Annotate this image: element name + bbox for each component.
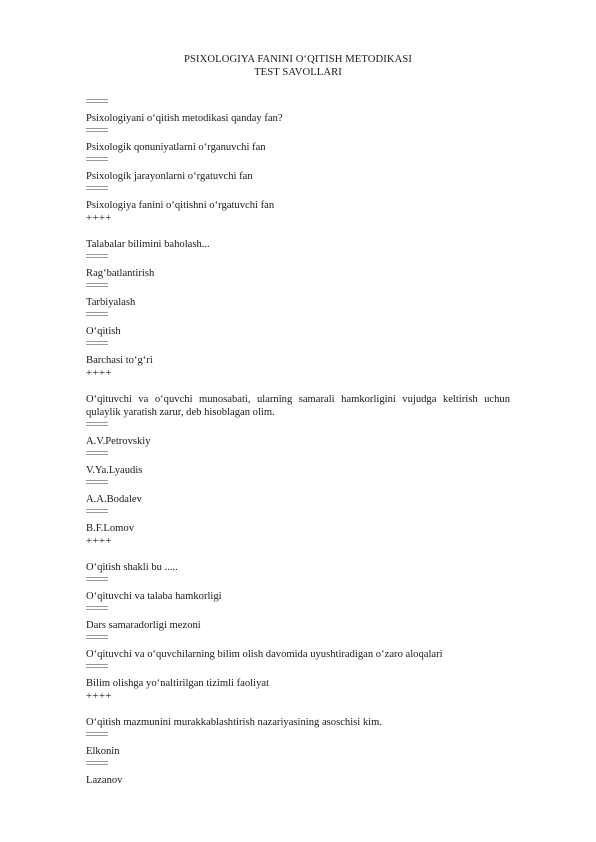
separator-mark: [86, 186, 108, 190]
separator-mark: [86, 761, 108, 765]
answer-option: O‘qitish: [86, 326, 121, 337]
question-text: Talabalar bilimini baholash...: [86, 239, 210, 250]
separator-mark: [86, 341, 108, 345]
separator-mark: [86, 480, 108, 484]
answer-option-correct: Barchasi to‘g‘ri: [86, 355, 153, 366]
separator-mark: [86, 577, 108, 581]
separator-mark: [86, 664, 108, 668]
answer-option: Rag‘batlantirish: [86, 268, 155, 279]
answer-option: Tarbiyalash: [86, 297, 136, 308]
question-text: O‘qitish shakli bu .....: [86, 562, 178, 573]
separator-mark: [86, 99, 108, 103]
separator-mark: [86, 509, 108, 513]
separator-mark: [86, 732, 108, 736]
separator-mark: [86, 635, 108, 639]
separator-mark: [86, 254, 108, 258]
document-subtitle: TEST SAVOLLARI: [254, 67, 342, 78]
separator-mark: [86, 312, 108, 316]
answer-option: A.A.Bodalev: [86, 494, 142, 505]
correct-answer-marker: ++++: [86, 536, 112, 547]
answer-option: Psixologik jarayonlarni o‘rgatuvchi fan: [86, 171, 253, 182]
answer-option-correct: Psixologiya fanini o‘qitishni o‘rgatuvchi fan: [86, 200, 275, 211]
separator-mark: [86, 451, 108, 455]
question-text: O‘qituvchi va o‘quvchi munosabati, ularning samarali hamkorligini vujudga keltirish uchun qulaylik yaratish zarur, deb hisoblagan olim.: [86, 394, 510, 418]
answer-option: A.V.Petrovskiy: [86, 436, 151, 447]
answer-option-correct: Bilim olishga yo‘naltirilgan tizimli faoliyat: [86, 678, 270, 689]
question-text: Psixologiyani o‘qitish metodikasi qanday fan?: [86, 113, 283, 124]
answer-option: Dars samaradorligi mezoni: [86, 620, 201, 631]
answer-option: Lazanov: [86, 775, 123, 786]
answer-option: Elkonin: [86, 746, 120, 757]
answer-option: V.Ya.Lyaudis: [86, 465, 143, 476]
separator-mark: [86, 157, 108, 161]
answer-option-correct: B.F.Lomov: [86, 523, 135, 534]
separator-mark: [86, 128, 108, 132]
correct-answer-marker: ++++: [86, 691, 112, 702]
document-title: PSIXOLOGIYA FANINI O‘QITISH METODIKASI: [184, 54, 412, 65]
correct-answer-marker: ++++: [86, 368, 112, 379]
answer-option: O‘qituvchi va talaba hamkorligi: [86, 591, 222, 602]
test-content: [86, 96, 510, 787]
correct-answer-marker: ++++: [86, 213, 112, 224]
separator-mark: [86, 283, 108, 287]
question-text: O‘qitish mazmunini murakkablashtirish nazariyasining asoschisi kim.: [86, 717, 382, 728]
answer-option: Psixologik qonuniyatlarni o‘rganuvchi fan: [86, 142, 266, 153]
answer-option: O‘qituvchi va o‘quvchilarning bilim olish davomida uyushtiradigan o‘zaro aloqalari: [86, 649, 443, 660]
separator-mark: [86, 422, 108, 426]
separator-mark: [86, 606, 108, 610]
